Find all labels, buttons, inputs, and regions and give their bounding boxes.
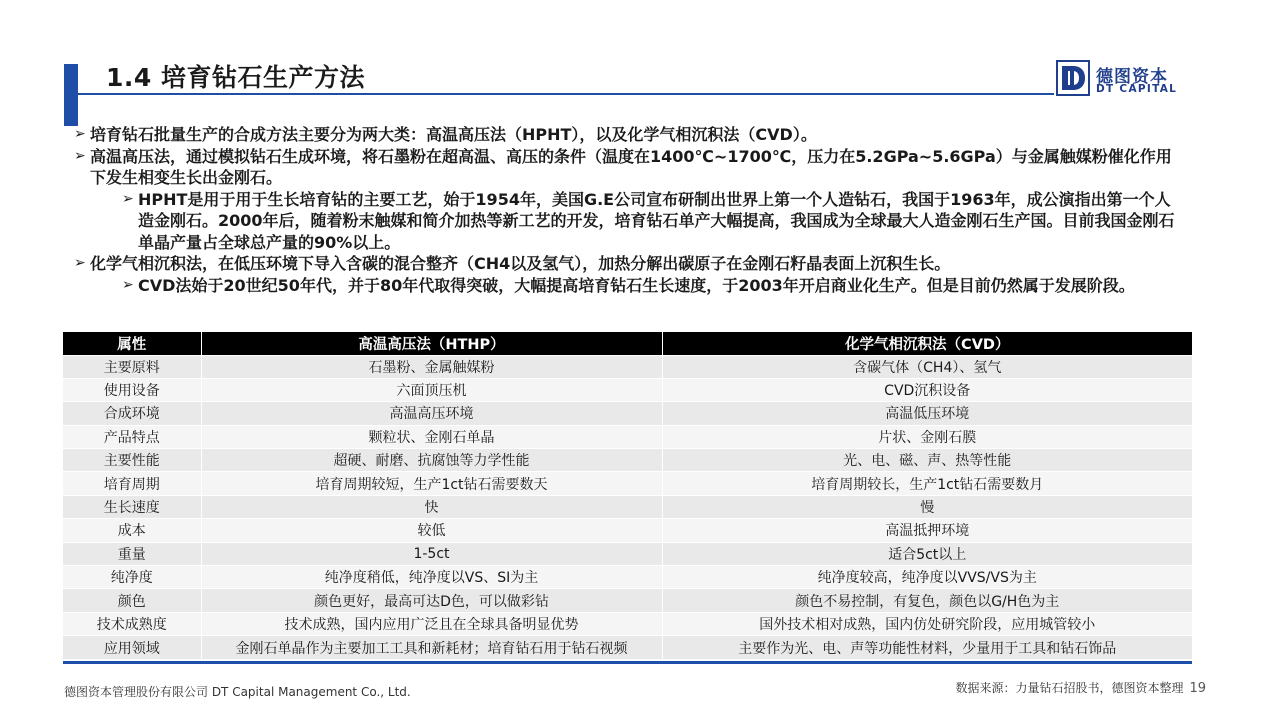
table-row bbox=[63, 402, 1192, 425]
table-cell: 1-5ct bbox=[201, 542, 662, 565]
table-cell: 超硬、耐磨、抗腐蚀等力学性能 bbox=[201, 449, 662, 472]
table-cell: 使用设备 bbox=[63, 378, 201, 401]
table-cell: 培育周期较长，生产1ct钻石需要数月 bbox=[662, 472, 1192, 495]
comparison-table bbox=[63, 332, 1192, 659]
footer-source: 数据来源：力量钻石招股书，德图资本整理 bbox=[955, 681, 1184, 695]
table-cell: 纯净度较高，纯净度以VVS/VS为主 bbox=[662, 566, 1192, 589]
table-cell: 颜色 bbox=[63, 589, 201, 612]
table-row bbox=[63, 355, 1192, 378]
sub-bullet-item: ➢ HPHT是用于用于生长培育钻的主要工艺，始于1954年，美国G.E公司宣布研制出世界上第一个人造钻石，我国于1963年，成公演指出第一个人造金刚石。2000年后，随着粉末触媒和简介加热等新工艺的开发，培育钻石单产大幅提高，我国成为全球最大人造金刚石生产国。目前我国金刚石单晶产量占全球总产量的90%以上。 bbox=[122, 189, 1175, 252]
bullet-arrow-icon: ➢ bbox=[122, 276, 134, 293]
table-cell: 慢 bbox=[662, 495, 1192, 518]
table-cell: CVD沉积设备 bbox=[662, 378, 1192, 401]
table-cell: 成本 bbox=[63, 519, 201, 542]
table-cell: 产品特点 bbox=[63, 425, 201, 448]
bullet-item: ➢ 化学气相沉积法，在低压环境下导入含碳的混合整齐（CH4以及氢气），加热分解出碳原子在金刚石籽晶表面上沉积生长。 bbox=[74, 254, 951, 273]
table-row bbox=[63, 542, 1192, 565]
page-number: 19 bbox=[1189, 681, 1206, 696]
table-cell: 石墨粉、金属触媒粉 bbox=[201, 355, 662, 378]
table-row bbox=[63, 378, 1192, 401]
table-cell: 合成环境 bbox=[63, 402, 201, 425]
footer-source-block bbox=[955, 679, 1206, 696]
table-row bbox=[63, 519, 1192, 542]
bullet-arrow-icon: ➢ bbox=[122, 190, 134, 207]
column-header: 高温高压法（HTHP） bbox=[201, 332, 662, 355]
table-cell: 主要性能 bbox=[63, 449, 201, 472]
table-row bbox=[63, 589, 1192, 612]
table-row bbox=[63, 425, 1192, 448]
table-cell: 重量 bbox=[63, 542, 201, 565]
dt-logo-icon bbox=[1056, 60, 1090, 96]
table-cell: 颜色不易控制，有复色，颜色以G/H色为主 bbox=[662, 589, 1192, 612]
table-row bbox=[63, 472, 1192, 495]
table-cell: 纯净度 bbox=[63, 566, 201, 589]
table-header-row bbox=[63, 332, 1192, 355]
table-cell: 颗粒状、金刚石单晶 bbox=[201, 425, 662, 448]
table-cell: 培育周期 bbox=[63, 472, 201, 495]
sub-bullet-item: ➢ CVD法始于20世纪50年代，并于80年代取得突破，大幅提高培育钻石生长速度，于2003年开启商业化生产。但是目前仍然属于发展阶段。 bbox=[122, 275, 1135, 295]
bullet-item: ➢ 高温高压法，通过模拟钻石生成环境，将石墨粉在超高温、高压的条件（温度在1400℃~1700℃，压力在5.2GPa~5.6GPa）与金属触媒粉催化作用下发生相变生长出金刚石。 bbox=[74, 146, 1172, 187]
table-cell: 片状、金刚石膜 bbox=[662, 425, 1192, 448]
table-row bbox=[63, 612, 1192, 635]
table-cell: 技术成熟，国内应用广泛且在全球具备明显优势 bbox=[201, 612, 662, 635]
logo-text-en: DT CAPITAL bbox=[1096, 83, 1178, 95]
table-cell: 含碳气体（CH4）、氢气 bbox=[662, 355, 1192, 378]
company-logo bbox=[1056, 60, 1186, 98]
bullet-list bbox=[74, 124, 1184, 296]
table-cell: 主要原料 bbox=[63, 355, 201, 378]
table-row bbox=[63, 636, 1192, 659]
table-cell: 高温高压环境 bbox=[201, 402, 662, 425]
table-cell: 颜色更好，最高可达D色，可以做彩钻 bbox=[201, 589, 662, 612]
table-row bbox=[63, 495, 1192, 518]
table-cell: 生长速度 bbox=[63, 495, 201, 518]
table-row bbox=[63, 449, 1192, 472]
table-cell: 培育周期较短，生产1ct钻石需要数天 bbox=[201, 472, 662, 495]
table-bottom-rule bbox=[63, 661, 1192, 664]
bullet-arrow-icon: ➢ bbox=[74, 255, 86, 271]
table-cell: 技术成熟度 bbox=[63, 612, 201, 635]
table-cell: 快 bbox=[201, 495, 662, 518]
footer-company: 德图资本管理股份有限公司 DT Capital Management Co., Ltd. bbox=[64, 685, 411, 699]
title-underline bbox=[78, 93, 1054, 95]
table-row bbox=[63, 566, 1192, 589]
table-cell: 适合5ct以上 bbox=[662, 542, 1192, 565]
table-cell: 纯净度稍低，纯净度以VS、SI为主 bbox=[201, 566, 662, 589]
table-cell: 国外技术相对成熟，国内仿处研究阶段，应用城管较小 bbox=[662, 612, 1192, 635]
table-cell: 主要作为光、电、声等功能性材料，少量用于工具和钻石饰品 bbox=[662, 636, 1192, 659]
table-cell: 较低 bbox=[201, 519, 662, 542]
table-cell: 六面顶压机 bbox=[201, 378, 662, 401]
title-accent-bar bbox=[64, 64, 78, 126]
table-cell: 金刚石单晶作为主要加工工具和新耗材；培育钻石用于钻石视频 bbox=[201, 636, 662, 659]
table-cell: 高温抵押环境 bbox=[662, 519, 1192, 542]
column-header: 化学气相沉积法（CVD） bbox=[662, 332, 1192, 355]
page-title: 1.4 培育钻石生产方法 bbox=[106, 63, 365, 92]
table-cell: 应用领域 bbox=[63, 636, 201, 659]
table-cell: 高温低压环境 bbox=[662, 402, 1192, 425]
logo-text-cn: 德图资本 bbox=[1096, 67, 1168, 87]
bullet-item: ➢ 培育钻石批量生产的合成方法主要分为两大类：高温高压法（HPHT），以及化学气相沉积法（CVD）。 bbox=[74, 125, 817, 144]
bullet-arrow-icon: ➢ bbox=[74, 147, 86, 164]
bullet-arrow-icon: ➢ bbox=[74, 126, 86, 142]
column-header: 属性 bbox=[63, 332, 201, 355]
table-cell: 光、电、磁、声、热等性能 bbox=[662, 449, 1192, 472]
